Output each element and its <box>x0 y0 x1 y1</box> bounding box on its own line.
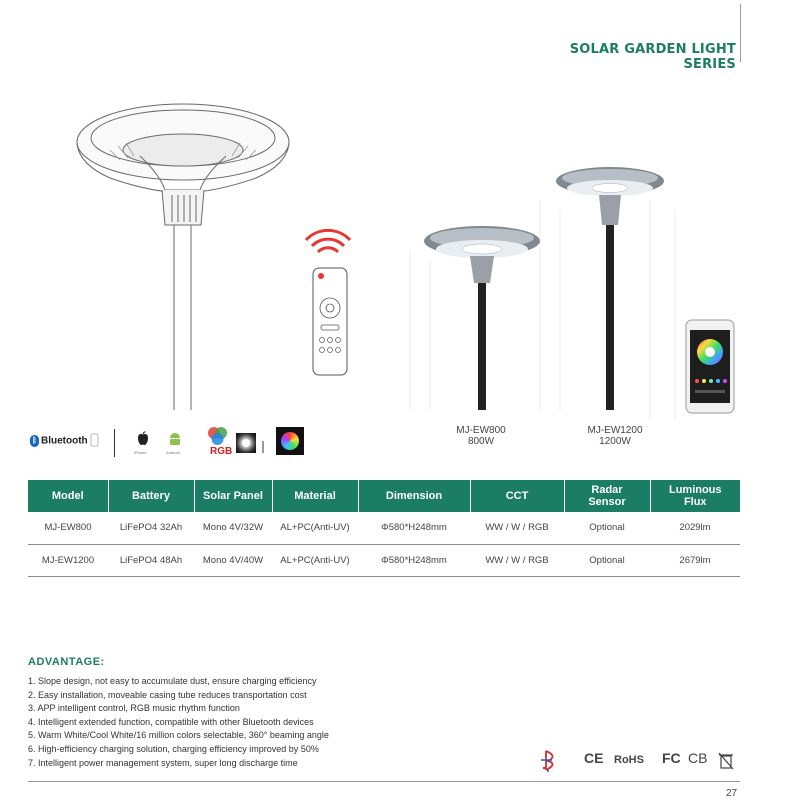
android-icon <box>168 431 182 447</box>
column-header: Material <box>272 480 358 512</box>
column-header: Radar Sensor <box>564 480 650 512</box>
large-lamp-drawing <box>77 104 289 410</box>
weee-bin-icon <box>718 752 734 770</box>
table-cell: WW / W / RGB <box>470 512 564 544</box>
column-header: Solar Panel <box>194 480 272 512</box>
column-header: Luminous Flux <box>650 480 740 512</box>
column-header: CCT <box>470 480 564 512</box>
bluetooth-badge <box>30 435 88 447</box>
table-header-row <box>28 480 740 512</box>
table-cell: Optional <box>564 512 650 544</box>
table-cell: Mono 4V/32W <box>194 512 272 544</box>
table-cell: AL+PC(Anti-UV) <box>272 544 358 576</box>
table-row <box>28 512 740 544</box>
table-row <box>28 544 740 576</box>
certification-row <box>538 748 743 774</box>
fcc-mark: FC <box>662 750 681 766</box>
lamp-mini-icon <box>262 441 264 453</box>
table-cell: 2029lm <box>650 512 740 544</box>
table-cell: Optional <box>564 544 650 576</box>
advantage-title: ADVANTAGE: <box>28 656 105 668</box>
column-header: Dimension <box>358 480 470 512</box>
rgb-label: RGB <box>210 446 233 457</box>
spec-table <box>28 480 740 577</box>
cb-mark: CB <box>688 750 708 766</box>
remote-control-drawing <box>306 230 350 375</box>
white-light-icon <box>236 433 256 453</box>
ce-mark: CE <box>584 750 604 766</box>
table-cell: WW / W / RGB <box>470 544 564 576</box>
color-wheel-icon <box>276 427 304 455</box>
list-item: 4. Intelligent extended function, compatible with other Bluetooth devices <box>28 716 314 727</box>
list-item: 5. Warm White/Cool White/16 million colors selectable, 360° beaming angle <box>28 730 329 741</box>
icon-divider <box>114 429 115 457</box>
phone-outline-icon <box>90 433 100 449</box>
caption-wattage: 800W <box>467 436 495 447</box>
page-number: 27 <box>726 788 738 799</box>
caption-mj-ew1200 <box>578 425 652 447</box>
column-header: Model <box>28 480 108 512</box>
android-label: Android <box>166 450 180 455</box>
table-cell: LiFePO4 32Ah <box>108 512 194 544</box>
advantage-list <box>28 675 329 770</box>
rgb-circles-icon <box>206 425 230 447</box>
caption-wattage: 1200W <box>599 436 631 447</box>
caption-model: MJ-EW800 <box>456 425 506 436</box>
table-cell: AL+PC(Anti-UV) <box>272 512 358 544</box>
list-item: 1. Slope design, not easy to accumulate dust, ensure charging efficiency <box>28 676 317 686</box>
caption-model: MJ-EW1200 <box>587 425 643 436</box>
footer-divider <box>28 781 740 782</box>
table-cell: LiFePO4 48Ah <box>108 544 194 576</box>
feature-icons <box>28 425 328 461</box>
table-cell: Φ580*H248mm <box>358 544 470 576</box>
table-cell: Φ580*H248mm <box>358 512 470 544</box>
lamp-mj-ew800 <box>424 226 540 410</box>
series-title: SOLAR GARDEN LIGHT SERIES <box>569 42 736 72</box>
bluetooth-label: Bluetooth <box>41 435 88 447</box>
column-header: Battery <box>108 480 194 512</box>
table-cell: MJ-EW800 <box>28 512 108 544</box>
table-cell: 2679lm <box>650 544 740 576</box>
list-item: 3. APP intelligent control, RGB music rhythm function <box>28 703 240 714</box>
rohs-mark: RoHS <box>614 754 644 766</box>
bluetooth-icon: ᛒ <box>30 435 39 447</box>
table-cell: Mono 4V/40W <box>194 544 272 576</box>
phone-app-drawing <box>686 320 734 413</box>
list-item: 6. High-efficiency charging solution, charging efficiency improved by 50% <box>28 743 319 754</box>
iphone-label: iPhone <box>134 450 147 455</box>
apple-icon <box>136 431 150 447</box>
table-cell: MJ-EW1200 <box>28 544 108 576</box>
caption-mj-ew800 <box>446 425 516 447</box>
list-item: 2. Easy installation, moveable casing tube reduces transportation cost <box>28 689 307 700</box>
lamp-mj-ew1200 <box>556 167 664 410</box>
list-item: 7. Intelligent power management system, super long discharge time <box>28 757 298 768</box>
company-logo-icon <box>538 748 564 774</box>
